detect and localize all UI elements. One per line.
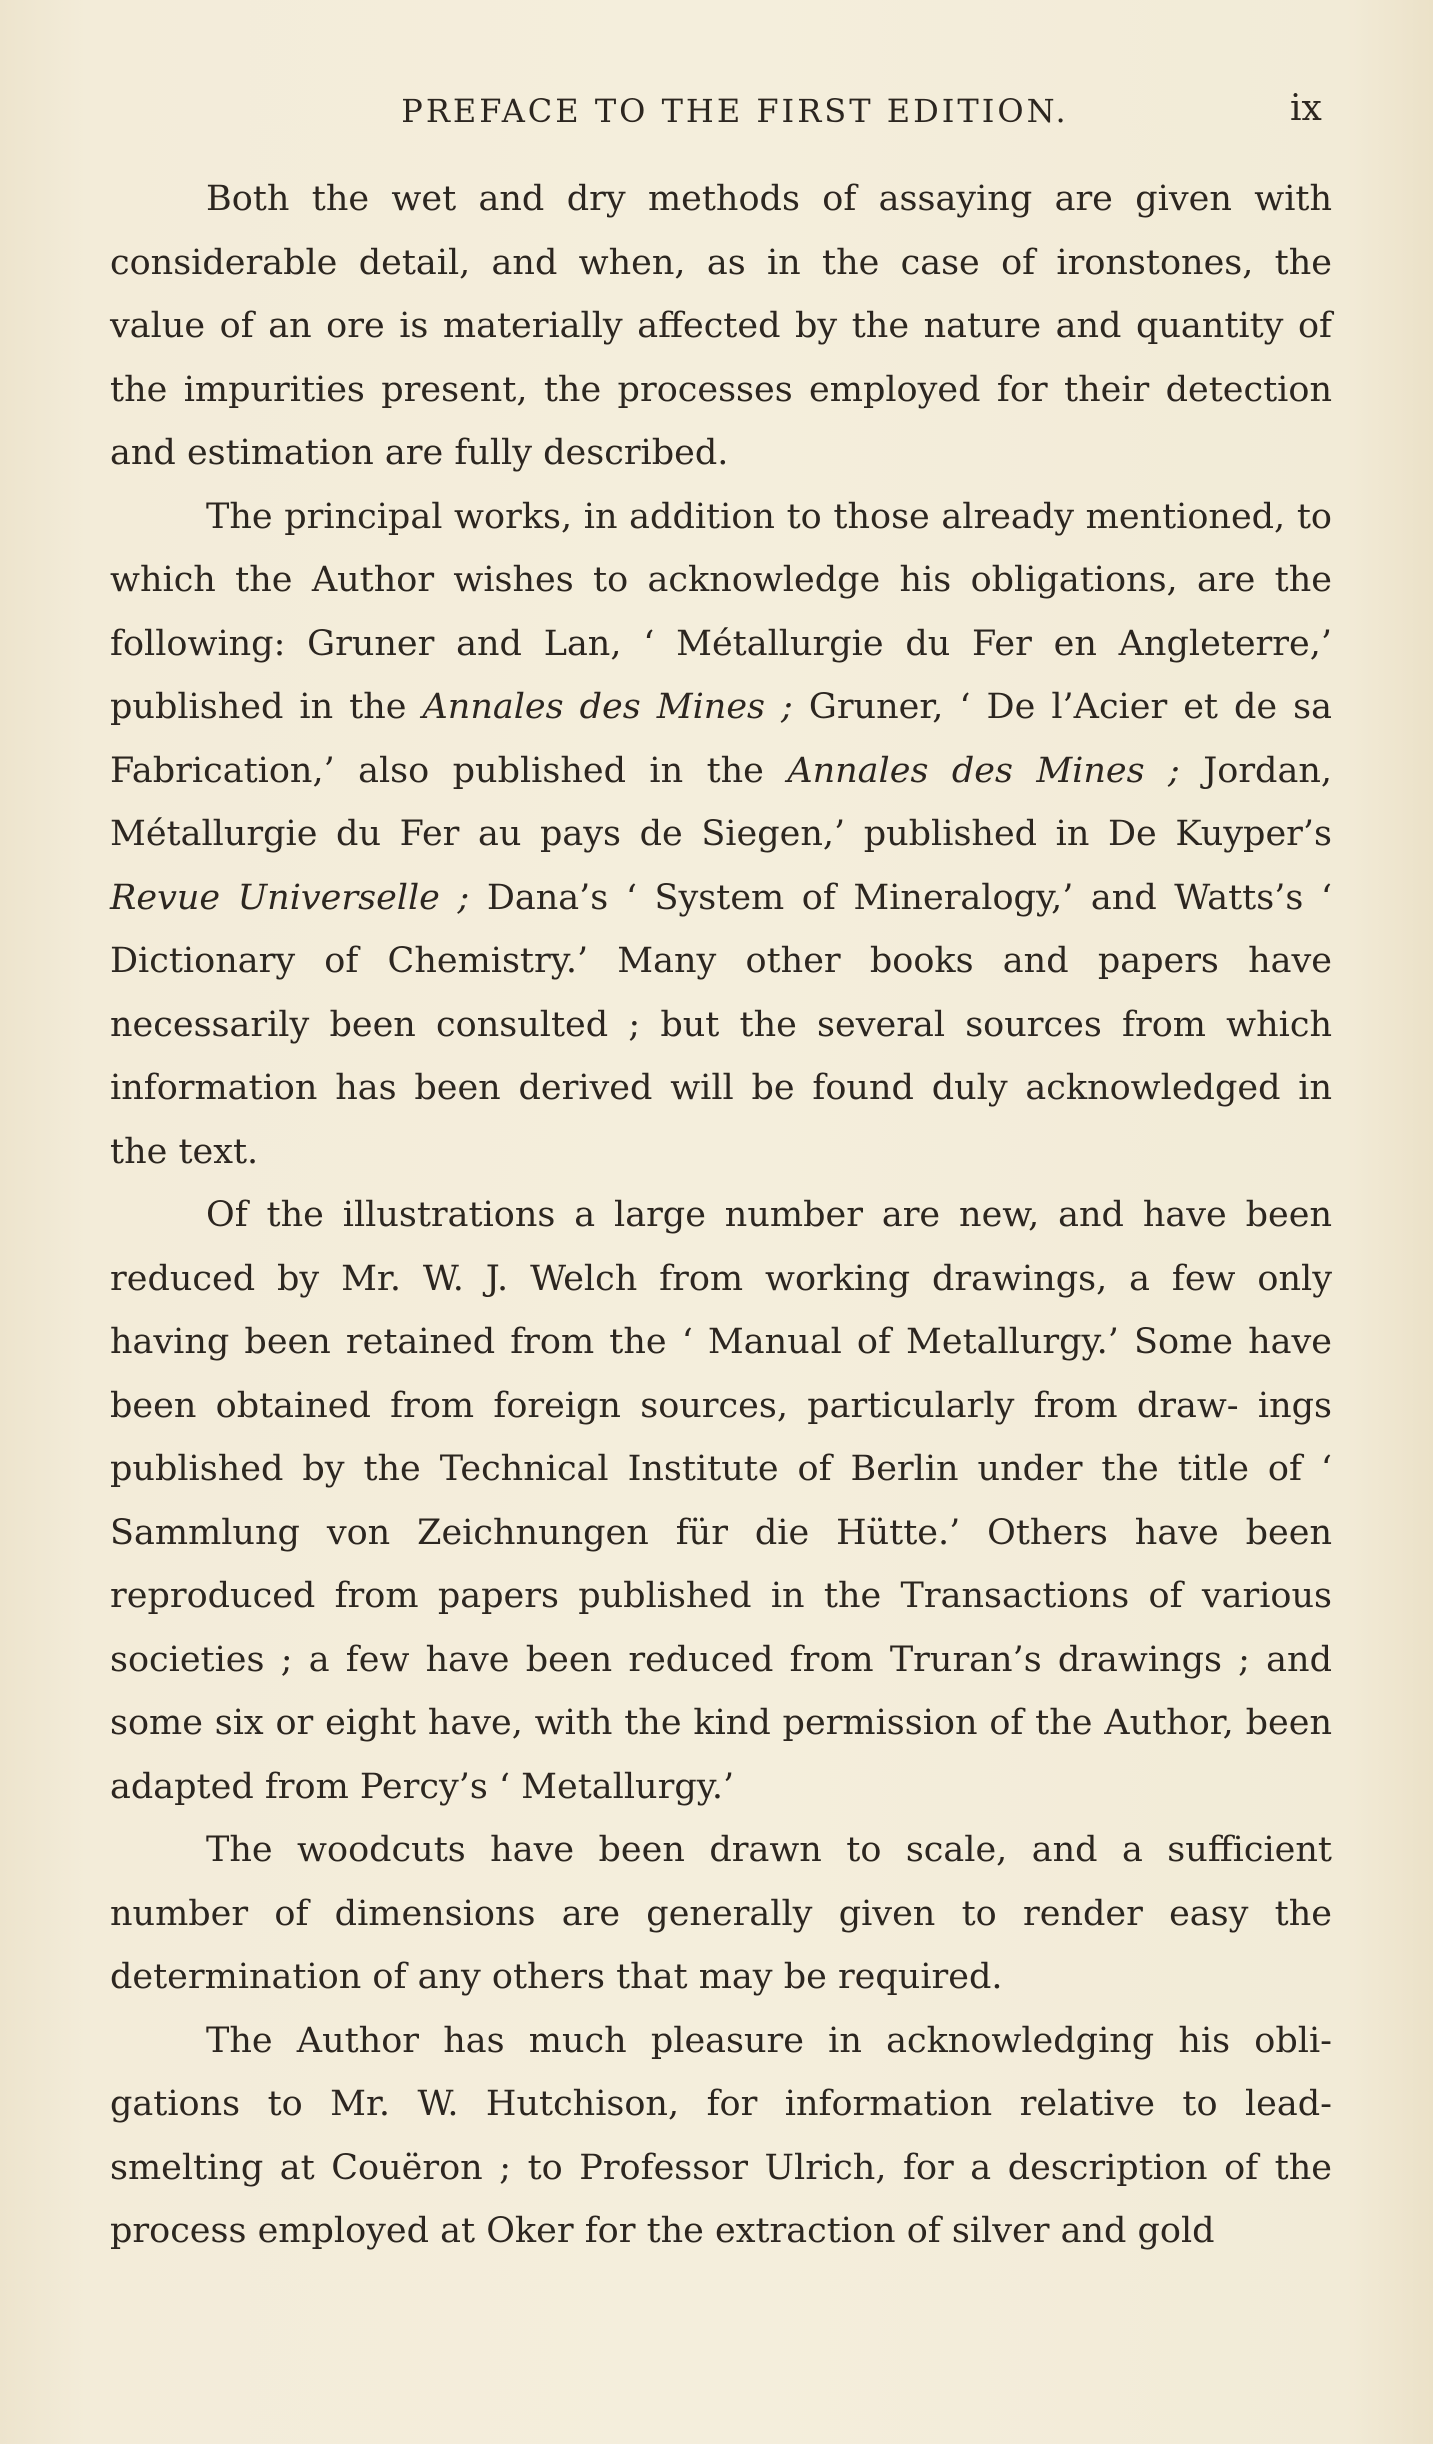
paragraph-woodcuts: The woodcuts have been drawn to scale, and a sufficient number of dimensions are generally given to render easy the determination of any others that may be required. <box>110 1830 1332 1997</box>
text-run: Jordan, Métallurgie du Fer au pays de Siegen,’ published in De Kuyper’s <box>110 750 1332 854</box>
paragraph-illustrations: Of the illustrations a large number are new, and have been reduced by Mr. W. J. Welch from working drawings, a few only having been retained from the ‘ Manual of Metallurgy.’ Some have been obtained from foreign sources, particularly from draw- ings published by the Technical Institute of Berlin under the title of ‘ Sammlung von Zeichnungen für die Hütte.’ Others have been reproduced from papers published in the Transactions of various societies ; a few have been reduced from Truran’s drawings ; and some six or eight have, with the kind permission of the Author, been adapted from Percy’s ‘ Metallurgy.’ <box>110 1195 1332 1807</box>
running-head: PREFACE TO THE FIRST EDITION. <box>401 92 1069 130</box>
text-run: Gruner, ‘ De l’Acier et de sa Fabrication,’ also published in the <box>110 687 1332 791</box>
page-number: ix <box>1290 88 1322 129</box>
paragraph-assaying-methods: Both the wet and dry methods of assaying are given with considerable detail, and when, as in the case of ironstones, the value of an ore is materially affected by the nature and quantity of the impurities present, the processes employed for their detection and estimation are fully described. <box>110 179 1332 473</box>
text-run: The principal works, in addition to those already mentioned, to which the Author wishes to acknowledge his obligations, are the following: Gruner and Lan, ‘ Métallurgie du Fer en Angleterre,’ published in the <box>110 496 1332 727</box>
body-text <box>110 168 1332 2264</box>
paragraph-principal-works <box>110 486 1332 1185</box>
italic-title-annales-des-mines: Annales des Mines ; <box>422 687 793 727</box>
text-run: Dana’s ‘ System of Mineralogy,’ and Watts’s ‘ Dictionary of Chemistry.’ Many other books and papers have necessarily been consulted ; but the several sources from which information has been derived will be found duly acknowledged in the text. <box>110 877 1332 1172</box>
paragraph-acknowledgements: The Author has much pleasure in acknowledging his obli- gations to Mr. W. Hutchison, for information relative to lead- smelting at Couëron ; to Professor Ulrich, for a description of the process employed at Oker for the extraction of silver and gold <box>110 2020 1332 2251</box>
italic-title-revue-universelle: Revue Universelle ; <box>110 877 470 918</box>
italic-title-annales-des-mines: Annales des Mines ; <box>787 750 1180 791</box>
